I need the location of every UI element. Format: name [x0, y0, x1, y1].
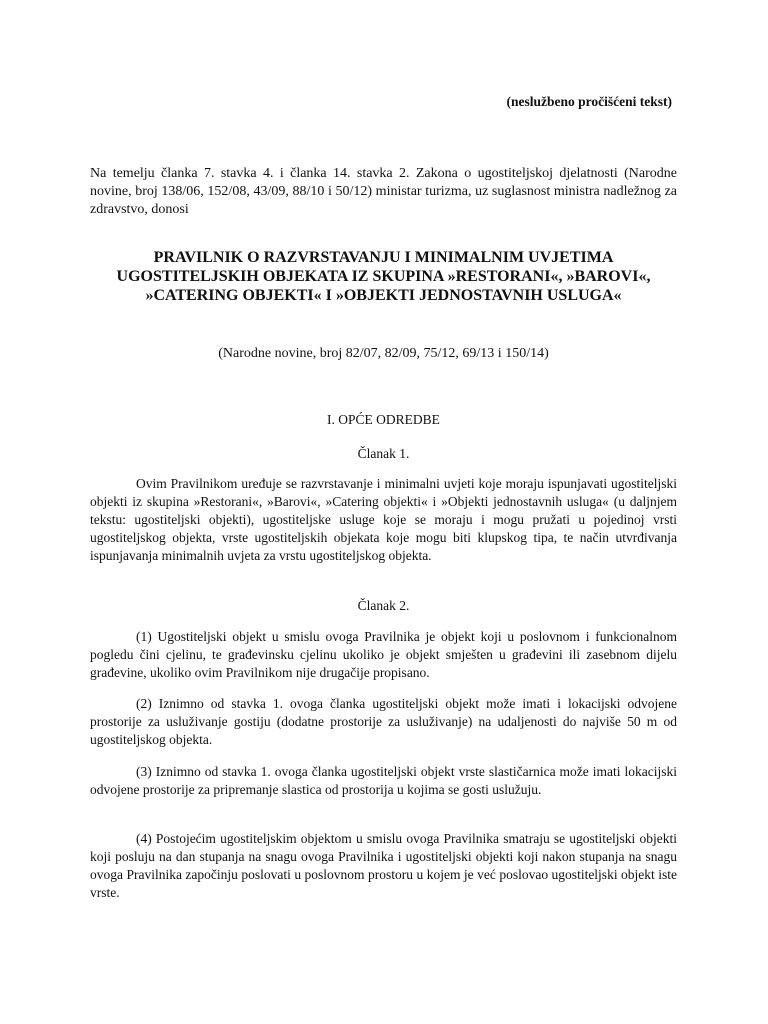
article-2-paragraph-3: (3) Iznimno od stavka 1. ovoga članka ugostiteljski objekt vrste slastičarnica može imati lokacijski odvojene prostorije za pripremanje slastica od prostorija u kojima se gosti uslužuju.	[90, 764, 677, 797]
article-1-title: Članak 1.	[357, 446, 410, 461]
article-2-paragraph-4: (4) Postojećim ugostiteljskim objektom u smislu ovoga Pravilnika smatraju se ugostiteljski objekti koji posluju na dan stupanja na snagu ovoga Pravilnika i ugostiteljski objekti koji nakon stupanja na snagu ovoga Pravilnika započinju poslovati u poslovnom prostoru u kojem je već poslovao ugostiteljski objekt iste vrste.	[90, 831, 677, 900]
preamble-paragraph: Na temelju članka 7. stavka 4. i članka 14. stavka 2. Zakona o ugostiteljskoj djelatnosti (Narodne novine, broj 138/06, 152/08, 43/09, 88/10 i 50/12) ministar turizma, uz suglasnost ministra nadležnog za zdravstvo, donosi	[90, 166, 677, 217]
article-1-paragraph: Ovim Pravilnikom uređuje se razvrstavanje i minimalni uvjeti koje moraju ispunjavati ugostiteljski objekti iz skupina »Restorani«, »Barovi«, »Catering objekti« i »Objekti jednostavnih usluga« (u daljnjem tekstu: ugostiteljski objekti), ugostiteljske usluge koje se moraju i mogu pružati u pojedinoj vrsti ugostiteljskog objekta, vrste ugostiteljskih objekata koje mogu biti klupskog tipa, te način utvrđivanja ispunjavanja minimalnih uvjeta za vrstu ugostiteljskog objekta.	[90, 476, 677, 563]
section-heading: I. OPĆE ODREDBE	[327, 412, 440, 427]
article-2-paragraph-1: (1) Ugostiteljski objekt u smislu ovoga Pravilnika je objekt koji u poslovnom i funkcionalnom pogledu čini cjelinu, te građevinsku cjelinu ukoliko je objekt smješten u građevini ili zasebnom dijelu građevine, ukoliko ovim Pravilnikom nije drugačije propisano.	[90, 629, 677, 680]
gazette-reference: (Narodne novine, broj 82/07, 82/09, 75/12, 69/13 i 150/14)	[218, 346, 549, 361]
article-2-paragraph-2: (2) Iznimno od stavka 1. ovoga članka ugostiteljski objekt može imati i lokacijski odvojene prostorije za usluživanje gostiju (dodatne prostorije za usluživanje) na udaljenosti do najviše 50 m od ugostiteljskog objekta.	[90, 696, 677, 747]
regulation-title: PRAVILNIK O RAZVRSTAVANJU I MINIMALNIM UVJETIMA UGOSTITELJSKIH OBJEKATA IZ SKUPINA »RESTORANI«, »BAROVI«, »CATERING OBJEKTI« I »OBJEKTI JEDNOSTAVNIH USLUGA«	[116, 249, 651, 304]
article-2-title: Članak 2.	[357, 598, 410, 613]
unofficial-text-note: (neslužbeno pročišćeni tekst)	[506, 94, 672, 109]
